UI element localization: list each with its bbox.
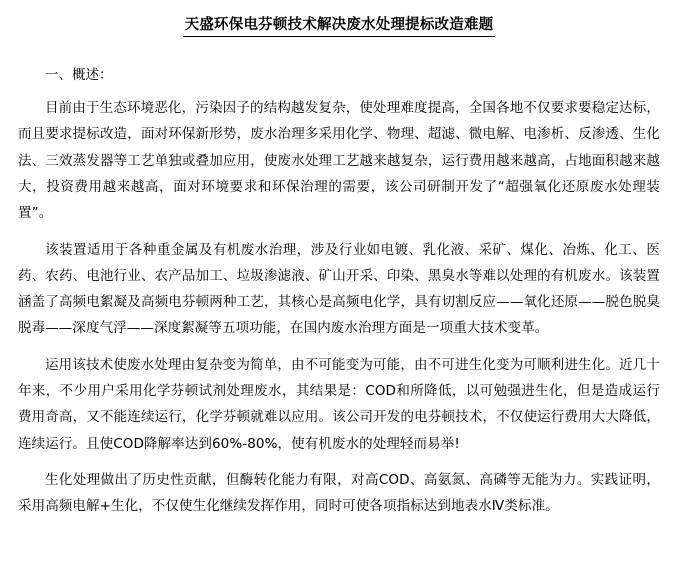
paragraph: 该装置适用于各种重金属及有机废水治理，涉及行业如电镀、乳化液、采矿、煤化、冶炼、化工、医药、农药、电池行业、农产品加工、垃圾渗滤液、矿山开采、印染、黑臭水等难以处理的有机废水。该装置涵盖了高频电絮凝及高频电芬顿两种工艺，其核心是高频电化学，具有切割反应——氧化还原——脱色脱臭脱毒——深度气浮——深度絮凝等五项功能，在国内废水治理方面是一项重大技术变革。 bbox=[18, 241, 660, 337]
paragraph: 运用该技术使废水处理由复杂变为简单，由不可能变为可能，由不可进生化变为可顺利进生化。近几十年来，不少用户采用化学芬顿试剂处理废水，其结果是：COD和所降低，以可勉强进生化，但是造成运行费用奇高，又不能连续运行，化学芬顿就难以应用。该公司开发的电芬顿技术，不仅使运行费用大大降低，连续运行。且使COD降解率达到60%-80%，使有机废水的处理轻而易举! bbox=[18, 356, 660, 452]
paragraph: 生化处理做出了历史性贡献，但酶转化能力有限，对高COD、高氨氮、高磷等无能为力。实践证明，采用高频电解+生化，不仅使生化继续发挥作用，同时可使各项指标达到地表水Ⅳ类标准。 bbox=[18, 472, 660, 515]
document-body bbox=[0, 43, 678, 519]
document-title-container bbox=[0, 0, 678, 43]
page-title: 天盛环保电芬顿技术解决废水处理提标改造难题 bbox=[183, 15, 496, 37]
paragraph: 目前由于生态环境恶化，污染因子的结构越发复杂，使处理难度提高，全国各地不仅要求要稳定达标，而且要求提标改造，面对环保新形势，废水治理多采用化学、物理、超滤、微电解、电渗析、反渗透、生化法、三效蒸发器等工艺单独或叠加应用，使废水处理工艺越来越复杂，运行费用越来越高，占地面积越来越大，投资费用越来越高，面对环境要求和环保治理的需要，该公司研制开发了“超强氧化还原废水处理装置”。 bbox=[18, 99, 660, 222]
section-heading-overview: 一、概述： bbox=[45, 67, 113, 84]
